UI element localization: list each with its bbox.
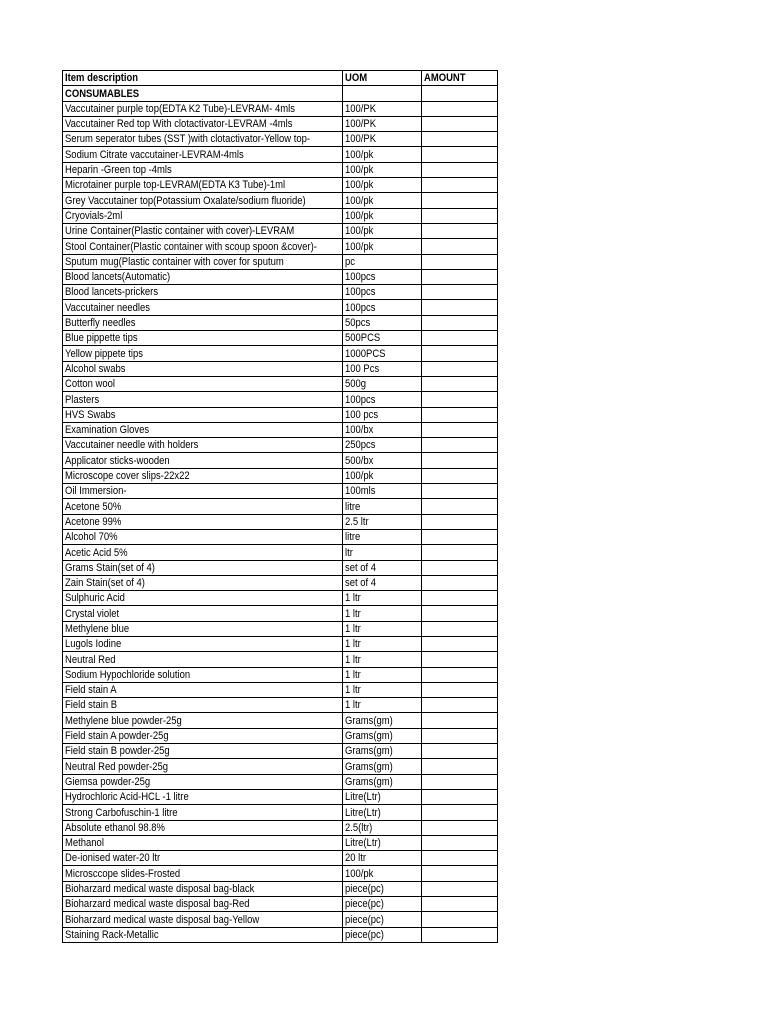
item-description-cell: Alcohol swabs xyxy=(63,361,343,376)
item-description-cell: Sodium Hypochloride solution xyxy=(63,667,343,682)
amount-cell xyxy=(422,774,498,789)
uom-cell: 100mls xyxy=(343,484,422,499)
item-description-cell: Lugols Iodine xyxy=(63,636,343,651)
item-description-cell: Absolute ethanol 98.8% xyxy=(63,820,343,835)
uom-cell: 1 ltr xyxy=(343,652,422,667)
item-description-cell: Oil Immersion- xyxy=(63,484,343,499)
table-row xyxy=(63,285,498,300)
table-row xyxy=(63,223,498,238)
amount-cell xyxy=(422,346,498,361)
amount-cell xyxy=(422,162,498,177)
table-body xyxy=(63,71,498,943)
table-row xyxy=(63,851,498,866)
amount-cell xyxy=(422,744,498,759)
uom-cell: pc xyxy=(343,254,422,269)
amount-cell xyxy=(422,178,498,193)
amount-cell xyxy=(422,392,498,407)
amount-cell xyxy=(422,208,498,223)
item-description-cell: Methanol xyxy=(63,835,343,850)
table-row xyxy=(63,545,498,560)
item-description-cell: Bioharzard medical waste disposal bag-black xyxy=(63,881,343,896)
table-row xyxy=(63,453,498,468)
uom-cell: 100/pk xyxy=(343,147,422,162)
table-row xyxy=(63,116,498,131)
uom-cell: Litre(Ltr) xyxy=(343,789,422,804)
table-row xyxy=(63,269,498,284)
amount-cell xyxy=(422,621,498,636)
amount-cell xyxy=(422,851,498,866)
amount-cell xyxy=(422,285,498,300)
section-empty-cell xyxy=(343,86,422,101)
uom-cell: 20 ltr xyxy=(343,851,422,866)
table-row xyxy=(63,835,498,850)
table-row xyxy=(63,162,498,177)
uom-cell: 100pcs xyxy=(343,285,422,300)
table-row xyxy=(63,606,498,621)
amount-cell xyxy=(422,789,498,804)
item-description-cell: Vaccutainer needle with holders xyxy=(63,438,343,453)
uom-cell: ltr xyxy=(343,545,422,560)
table-row xyxy=(63,376,498,391)
table-row xyxy=(63,101,498,116)
table-row xyxy=(63,621,498,636)
amount-cell xyxy=(422,514,498,529)
uom-cell: 100/PK xyxy=(343,101,422,116)
uom-cell: 1 ltr xyxy=(343,698,422,713)
table-row xyxy=(63,422,498,437)
amount-cell xyxy=(422,820,498,835)
header-row xyxy=(63,71,498,86)
table-row xyxy=(63,331,498,346)
uom-cell: 100/pk xyxy=(343,468,422,483)
item-description-cell: Vaccutainer purple top(EDTA K2 Tube)-LEVRAM- 4mls xyxy=(63,101,343,116)
table-row xyxy=(63,698,498,713)
amount-cell xyxy=(422,897,498,912)
uom-cell: 1 ltr xyxy=(343,667,422,682)
item-description-cell: Microsccope slides-Frosted xyxy=(63,866,343,881)
column-header-item-description: Item description xyxy=(63,71,343,86)
table-row xyxy=(63,254,498,269)
item-description-cell: Plasters xyxy=(63,392,343,407)
column-header-uom: UOM xyxy=(343,71,422,86)
uom-cell: piece(pc) xyxy=(343,881,422,896)
table-row xyxy=(63,728,498,743)
amount-cell xyxy=(422,453,498,468)
uom-cell: Litre(Ltr) xyxy=(343,835,422,850)
item-description-cell: De-ionised water-20 ltr xyxy=(63,851,343,866)
table-row xyxy=(63,147,498,162)
table-row xyxy=(63,529,498,544)
uom-cell: 100 Pcs xyxy=(343,361,422,376)
item-description-cell: Applicator sticks-wooden xyxy=(63,453,343,468)
uom-cell: Grams(gm) xyxy=(343,759,422,774)
item-description-cell: Heparin -Green top -4mls xyxy=(63,162,343,177)
item-description-cell: Hydrochloric Acid-HCL -1 litre xyxy=(63,789,343,804)
item-description-cell: Field stain B xyxy=(63,698,343,713)
item-description-cell: Alcohol 70% xyxy=(63,529,343,544)
uom-cell: piece(pc) xyxy=(343,927,422,942)
uom-cell: 100pcs xyxy=(343,269,422,284)
uom-cell: 100/PK xyxy=(343,116,422,131)
table-row xyxy=(63,774,498,789)
item-description-cell: Strong Carbofuschin-1 litre xyxy=(63,805,343,820)
table-row xyxy=(63,591,498,606)
amount-cell xyxy=(422,223,498,238)
table-row xyxy=(63,881,498,896)
amount-cell xyxy=(422,591,498,606)
item-description-cell: Methylene blue xyxy=(63,621,343,636)
amount-cell xyxy=(422,805,498,820)
item-description-cell: HVS Swabs xyxy=(63,407,343,422)
uom-cell: 100/pk xyxy=(343,208,422,223)
item-description-cell: Giemsa powder-25g xyxy=(63,774,343,789)
uom-cell: 100/pk xyxy=(343,162,422,177)
uom-cell: 1 ltr xyxy=(343,591,422,606)
item-description-cell: Neutral Red powder-25g xyxy=(63,759,343,774)
section-row xyxy=(63,86,498,101)
table-row xyxy=(63,866,498,881)
item-description-cell: Stool Container(Plastic container with scoup spoon &cover)- xyxy=(63,239,343,254)
table-row xyxy=(63,912,498,927)
table-row xyxy=(63,361,498,376)
item-description-cell: Sulphuric Acid xyxy=(63,591,343,606)
item-description-cell: Bioharzard medical waste disposal bag-Yellow xyxy=(63,912,343,927)
amount-cell xyxy=(422,193,498,208)
item-description-cell: Cotton wool xyxy=(63,376,343,391)
uom-cell: 500PCS xyxy=(343,331,422,346)
uom-cell: 1 ltr xyxy=(343,606,422,621)
item-description-cell: Acetic Acid 5% xyxy=(63,545,343,560)
table-row xyxy=(63,789,498,804)
table-row xyxy=(63,713,498,728)
table-row xyxy=(63,407,498,422)
table-row xyxy=(63,927,498,942)
item-description-cell: Acetone 99% xyxy=(63,514,343,529)
amount-cell xyxy=(422,269,498,284)
table-row xyxy=(63,468,498,483)
uom-cell: 100/PK xyxy=(343,132,422,147)
item-description-cell: Microtainer purple top-LEVRAM(EDTA K3 Tube)-1ml xyxy=(63,178,343,193)
uom-cell: 100/pk xyxy=(343,223,422,238)
uom-cell: 100/bx xyxy=(343,422,422,437)
table-row xyxy=(63,897,498,912)
item-description-cell: Vaccutainer needles xyxy=(63,300,343,315)
column-header-amount: AMOUNT xyxy=(422,71,498,86)
amount-cell xyxy=(422,759,498,774)
item-description-cell: Field stain A xyxy=(63,682,343,697)
table-row xyxy=(63,346,498,361)
item-description-cell: Cryovials-2ml xyxy=(63,208,343,223)
amount-cell xyxy=(422,636,498,651)
item-description-cell: Neutral Red xyxy=(63,652,343,667)
amount-cell xyxy=(422,499,498,514)
amount-cell xyxy=(422,101,498,116)
item-description-cell: Zain Stain(set of 4) xyxy=(63,575,343,590)
amount-cell xyxy=(422,315,498,330)
amount-cell xyxy=(422,300,498,315)
amount-cell xyxy=(422,254,498,269)
item-description-cell: Acetone 50% xyxy=(63,499,343,514)
uom-cell: 250pcs xyxy=(343,438,422,453)
uom-cell: 100/pk xyxy=(343,193,422,208)
amount-cell xyxy=(422,147,498,162)
table-row xyxy=(63,820,498,835)
item-description-cell: Urine Container(Plastic container with cover)-LEVRAM xyxy=(63,223,343,238)
uom-cell: 100/pk xyxy=(343,178,422,193)
item-description-cell: Examination Gloves xyxy=(63,422,343,437)
item-description-cell: Serum seperator tubes (SST )with clotactivator-Yellow top- xyxy=(63,132,343,147)
section-empty-cell xyxy=(422,86,498,101)
amount-cell xyxy=(422,652,498,667)
table-row xyxy=(63,239,498,254)
table-row xyxy=(63,392,498,407)
amount-cell xyxy=(422,927,498,942)
amount-cell xyxy=(422,239,498,254)
amount-cell xyxy=(422,468,498,483)
item-description-cell: Butterfly needles xyxy=(63,315,343,330)
uom-cell: 1 ltr xyxy=(343,682,422,697)
table-row xyxy=(63,132,498,147)
amount-cell xyxy=(422,545,498,560)
uom-cell: 100/pk xyxy=(343,866,422,881)
table-row xyxy=(63,575,498,590)
item-description-cell: Blue pippette tips xyxy=(63,331,343,346)
table-row xyxy=(63,208,498,223)
amount-cell xyxy=(422,361,498,376)
amount-cell xyxy=(422,407,498,422)
amount-cell xyxy=(422,438,498,453)
table-row xyxy=(63,652,498,667)
item-description-cell: Sodium Citrate vaccutainer-LEVRAM-4mls xyxy=(63,147,343,162)
amount-cell xyxy=(422,698,498,713)
item-description-cell: Crystal violet xyxy=(63,606,343,621)
item-description-cell: Grey Vaccutainer top(Potassium Oxalate/sodium fluoride) xyxy=(63,193,343,208)
uom-cell: set of 4 xyxy=(343,560,422,575)
table-row xyxy=(63,315,498,330)
amount-cell xyxy=(422,116,498,131)
uom-cell: set of 4 xyxy=(343,575,422,590)
item-description-cell: Field stain A powder-25g xyxy=(63,728,343,743)
amount-cell xyxy=(422,560,498,575)
table-row xyxy=(63,438,498,453)
uom-cell: Grams(gm) xyxy=(343,713,422,728)
uom-cell: Grams(gm) xyxy=(343,728,422,743)
uom-cell: Grams(gm) xyxy=(343,774,422,789)
amount-cell xyxy=(422,376,498,391)
uom-cell: Grams(gm) xyxy=(343,744,422,759)
uom-cell: 50pcs xyxy=(343,315,422,330)
amount-cell xyxy=(422,881,498,896)
table-row xyxy=(63,484,498,499)
uom-cell: 100pcs xyxy=(343,300,422,315)
amount-cell xyxy=(422,728,498,743)
uom-cell: 1 ltr xyxy=(343,621,422,636)
amount-cell xyxy=(422,529,498,544)
uom-cell: 100 pcs xyxy=(343,407,422,422)
item-description-cell: Yellow pippete tips xyxy=(63,346,343,361)
table-row xyxy=(63,682,498,697)
uom-cell: litre xyxy=(343,499,422,514)
uom-cell: piece(pc) xyxy=(343,912,422,927)
uom-cell: 1 ltr xyxy=(343,636,422,651)
table-row xyxy=(63,514,498,529)
uom-cell: 100pcs xyxy=(343,392,422,407)
item-description-cell: Staining Rack-Metallic xyxy=(63,927,343,942)
uom-cell: Litre(Ltr) xyxy=(343,805,422,820)
uom-cell: 2.5(ltr) xyxy=(343,820,422,835)
amount-cell xyxy=(422,682,498,697)
table-row xyxy=(63,759,498,774)
table-row xyxy=(63,744,498,759)
amount-cell xyxy=(422,422,498,437)
item-description-cell: Bioharzard medical waste disposal bag-Red xyxy=(63,897,343,912)
uom-cell: 100/pk xyxy=(343,239,422,254)
table-row xyxy=(63,667,498,682)
amount-cell xyxy=(422,667,498,682)
uom-cell: 1000PCS xyxy=(343,346,422,361)
amount-cell xyxy=(422,606,498,621)
table-row xyxy=(63,636,498,651)
table-row xyxy=(63,560,498,575)
item-description-cell: Methylene blue powder-25g xyxy=(63,713,343,728)
table-row xyxy=(63,178,498,193)
item-description-cell: Blood lancets-prickers xyxy=(63,285,343,300)
amount-cell xyxy=(422,575,498,590)
uom-cell: litre xyxy=(343,529,422,544)
item-description-cell: Microscope cover slips-22x22 xyxy=(63,468,343,483)
uom-cell: 500g xyxy=(343,376,422,391)
consumables-table xyxy=(62,70,498,943)
table-row xyxy=(63,193,498,208)
item-description-cell: Grams Stain(set of 4) xyxy=(63,560,343,575)
uom-cell: 500/bx xyxy=(343,453,422,468)
amount-cell xyxy=(422,835,498,850)
amount-cell xyxy=(422,331,498,346)
item-description-cell: Field stain B powder-25g xyxy=(63,744,343,759)
table-row xyxy=(63,499,498,514)
amount-cell xyxy=(422,912,498,927)
amount-cell xyxy=(422,132,498,147)
uom-cell: 2.5 ltr xyxy=(343,514,422,529)
item-description-cell: Sputum mug(Plastic container with cover for sputum xyxy=(63,254,343,269)
section-title: CONSUMABLES xyxy=(63,86,343,101)
amount-cell xyxy=(422,713,498,728)
amount-cell xyxy=(422,866,498,881)
amount-cell xyxy=(422,484,498,499)
table-row xyxy=(63,805,498,820)
table-row xyxy=(63,300,498,315)
item-description-cell: Vaccutainer Red top With clotactivator-LEVRAM -4mls xyxy=(63,116,343,131)
item-description-cell: Blood lancets(Automatic) xyxy=(63,269,343,284)
uom-cell: piece(pc) xyxy=(343,897,422,912)
